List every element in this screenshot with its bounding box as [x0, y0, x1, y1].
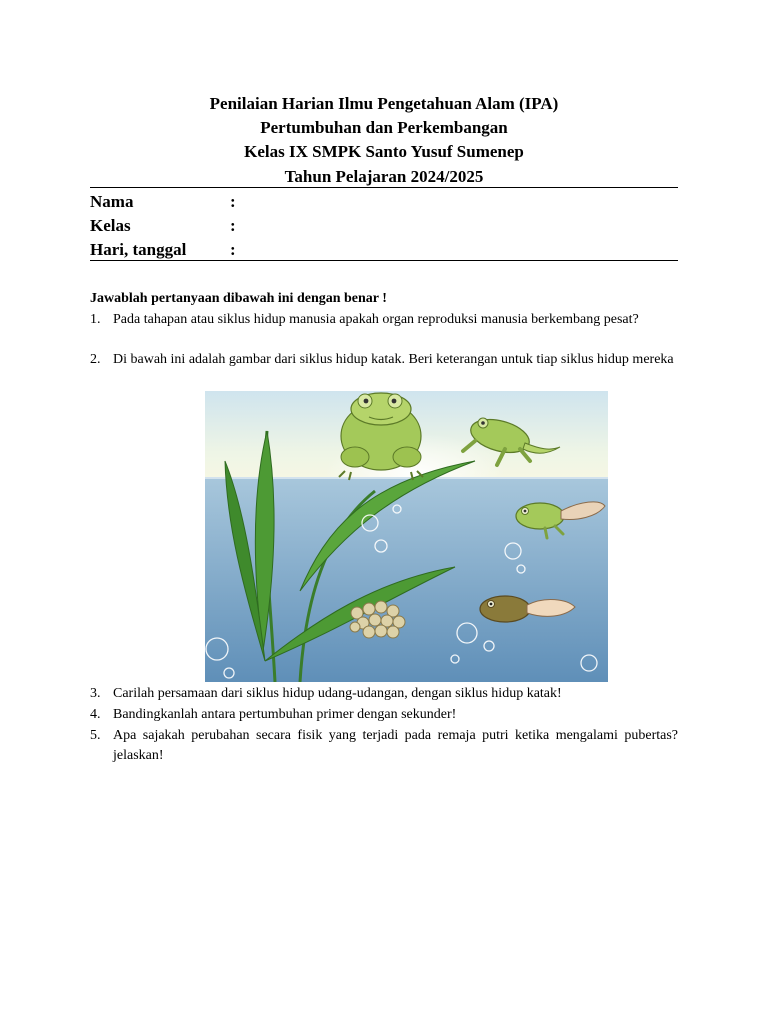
question-5-number: 5. — [90, 728, 101, 743]
question-2 — [90, 350, 678, 370]
date-label: Hari, tanggal — [90, 240, 187, 259]
title-line-2: Pertumbuhan dan Perkembangan — [260, 118, 508, 138]
title-line-1: Penilaian Harian Ilmu Pengetahuan Alam (IPA) — [209, 94, 559, 113]
title-line-4: Tahun Pelajaran 2024/2025 — [284, 166, 484, 186]
student-class-row — [90, 214, 678, 238]
date-row — [90, 238, 678, 262]
adult-frog-figure — [339, 393, 423, 480]
instruction-text: Jawablah pertanyaan dibawah ini dengan benar ! — [90, 291, 387, 306]
question-1-text: Pada tahapan atau siklus hidup manusia apakah organ reproduksi manusia berkembang pesat? — [113, 312, 639, 327]
question-1 — [90, 310, 678, 330]
question-4-text: Bandingkanlah antara pertumbuhan primer dengan sekunder! — [113, 707, 457, 722]
question-5 — [90, 726, 678, 766]
header-divider-bottom — [90, 260, 678, 261]
title-line-3: Kelas IX SMPK Santo Yusuf Sumenep — [244, 142, 524, 162]
student-name-colon: : — [230, 192, 236, 211]
student-name-row — [90, 190, 678, 214]
student-name-label: Nama — [90, 192, 134, 211]
question-5-text: Apa sajakah perubahan secara fisik yang terjadi pada remaja putri ketika mengalami pubertas? jelaskan! — [113, 728, 678, 763]
question-3-number: 3. — [90, 686, 101, 701]
question-3 — [90, 684, 678, 704]
question-4 — [90, 705, 678, 725]
header-divider-top — [90, 187, 678, 188]
student-class-colon: : — [230, 216, 236, 235]
frog-life-cycle-image — [205, 391, 608, 682]
question-2-text: Di bawah ini adalah gambar dari siklus hidup katak. Beri keterangan untuk tiap siklus hidup mereka — [113, 352, 674, 367]
question-1-number: 1. — [90, 312, 101, 327]
date-colon: : — [230, 240, 236, 259]
question-3-text: Carilah persamaan dari siklus hidup udang-udangan, dengan siklus hidup katak! — [113, 686, 562, 701]
header — [90, 92, 678, 189]
student-class-label: Kelas — [90, 216, 131, 235]
question-4-number: 4. — [90, 707, 101, 722]
question-2-number: 2. — [90, 352, 101, 367]
